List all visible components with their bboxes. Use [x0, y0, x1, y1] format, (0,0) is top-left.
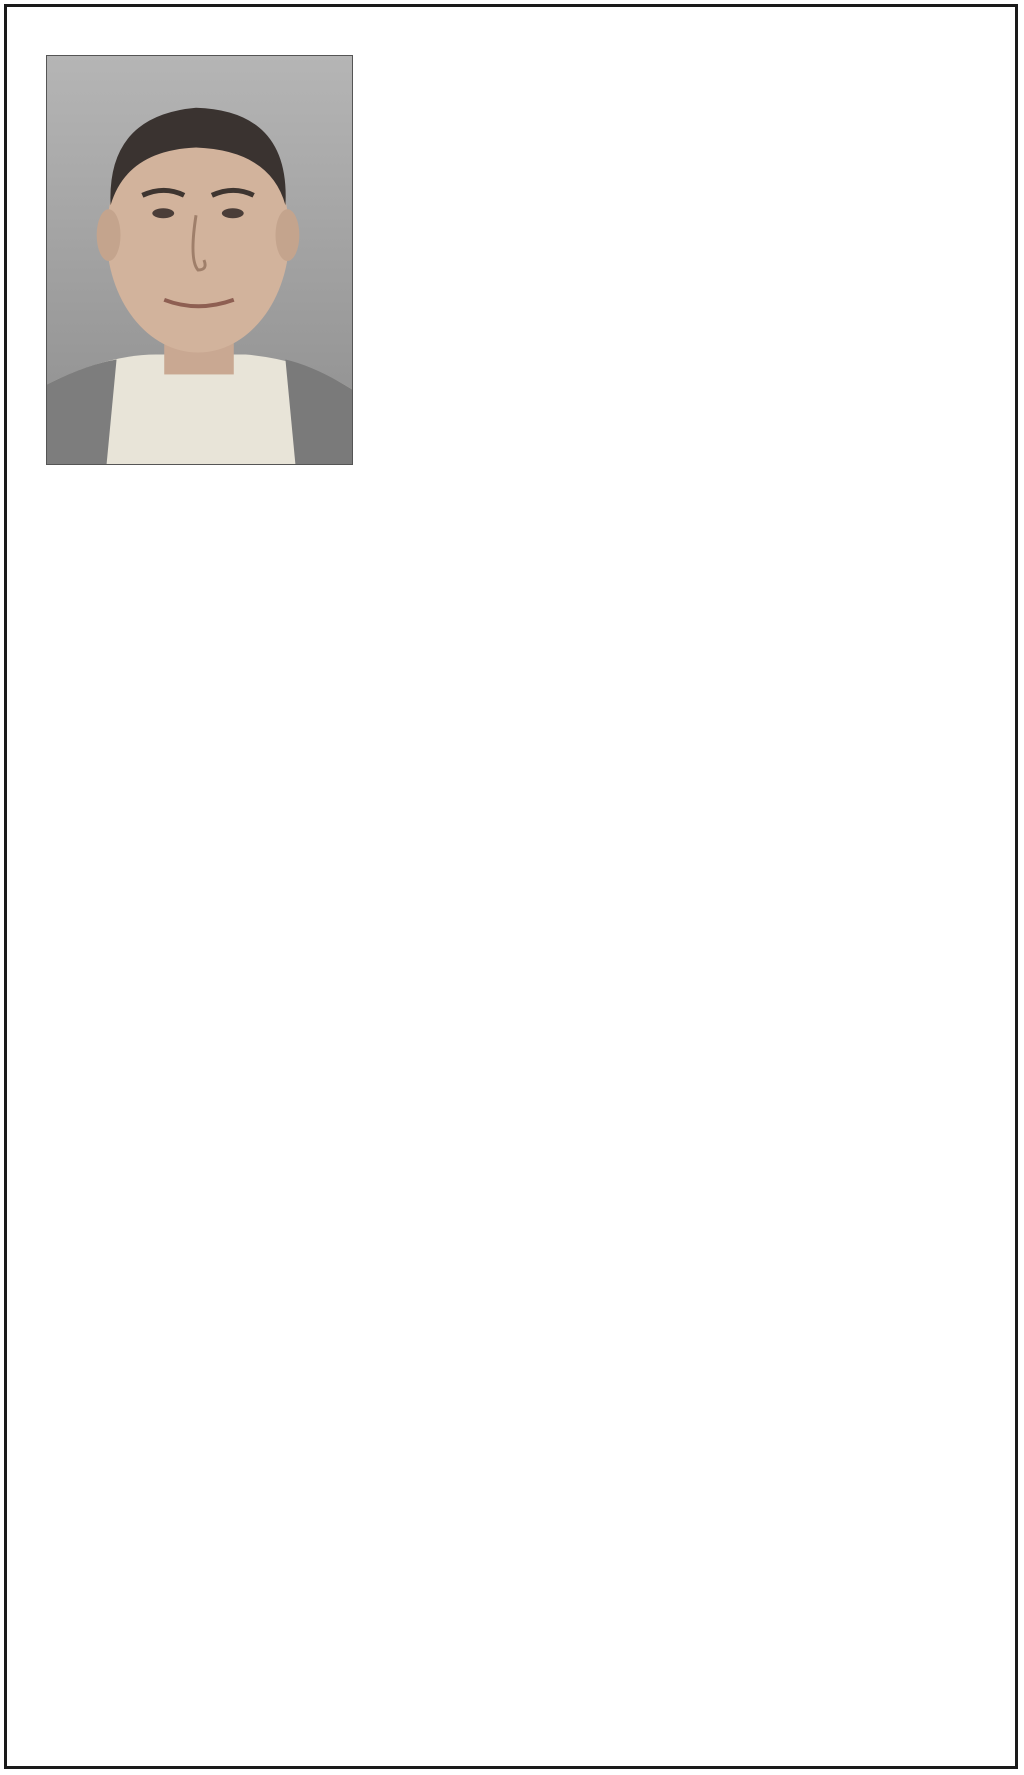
portrait-photo [46, 55, 353, 465]
